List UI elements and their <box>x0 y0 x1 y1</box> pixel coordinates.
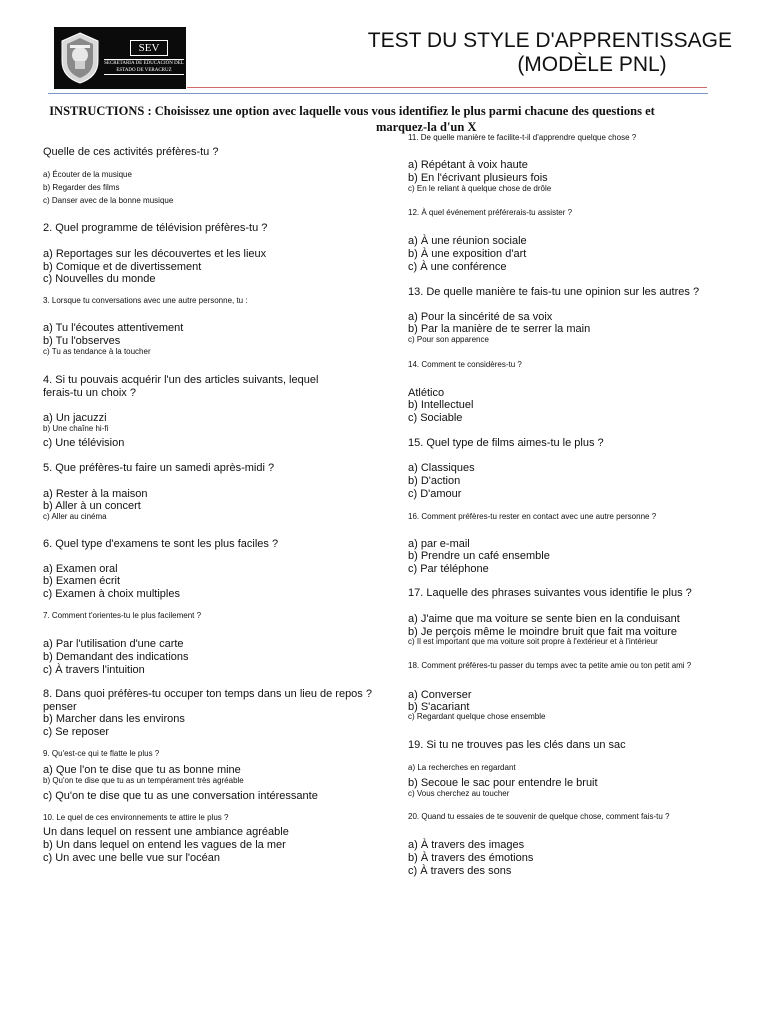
text-line: c) Sociable <box>408 412 463 424</box>
text-line: a) Par l'utilisation d'une carte <box>43 638 184 650</box>
text-line: b) Regarder des films <box>43 183 120 192</box>
text-line: a) Que l'on te dise que tu as bonne mine <box>43 764 241 776</box>
question-text: 15. Quel type de films aimes-tu le plus ? <box>408 437 604 449</box>
text-line: b) Prendre un café ensemble <box>408 550 550 562</box>
instructions-line-1: INSTRUCTIONS : Choisissez une option avec laquelle vous vous identifiez le plus parmi chacune des questions et <box>49 104 655 118</box>
text-line: a) Tu l'écoutes attentivement <box>43 322 184 334</box>
text-line: c) À une conférence <box>408 261 507 273</box>
text-line: a) Pour la sincérité de sa voix <box>408 311 553 323</box>
text-line: b) Un dans lequel on entend les vagues de la mer <box>43 839 286 851</box>
question-text: 2. Quel programme de télévision préfères-tu ? <box>43 222 268 234</box>
text-line: b) À travers des émotions <box>408 852 534 864</box>
header-rule-red <box>187 87 707 88</box>
text-line: a) À une réunion sociale <box>408 235 527 247</box>
text-line: a) par e-mail <box>408 538 470 550</box>
text-line: 18. Comment préfères-tu passer du temps avec ta petite amie ou ton petit ami ? <box>408 661 692 670</box>
text-line: penser <box>43 701 77 713</box>
text-line: a) À travers des images <box>408 839 525 851</box>
text-line: c) Pour son apparence <box>408 335 489 344</box>
logo-subtitle: SECRETARÍA DE EDUCACIÓN DEL ESTADO DE VERACRUZ <box>104 61 184 73</box>
text-line: c) Tu as tendance à la toucher <box>43 347 151 356</box>
text-line: a) Répétant à voix haute <box>408 159 528 171</box>
logo-badge: SEV <box>130 40 168 56</box>
state-seal-icon <box>58 31 102 85</box>
text-line: a) Un jacuzzi <box>43 412 107 424</box>
text-line: c) À travers des sons <box>408 865 512 877</box>
title-line-2: (MODÈLE PNL) <box>517 53 667 76</box>
text-line: Un dans lequel on ressent une ambiance agréable <box>43 826 289 838</box>
text-line: a) Converser <box>408 689 472 701</box>
text-line: ferais-tu un choix ? <box>43 387 136 399</box>
text-line: c) Vous cherchez au toucher <box>408 789 510 798</box>
question-text: 19. Si tu ne trouves pas les clés dans un sac <box>408 739 626 751</box>
text-line: 9. Qu'est-ce qui te flatte le plus ? <box>43 749 160 758</box>
sev-logo <box>54 27 186 89</box>
text-line: a) Écouter de la musique <box>43 170 132 179</box>
text-line: c) Regardant quelque chose ensemble <box>408 712 546 721</box>
text-line: c) Il est important que ma voiture soit propre à l'extérieur et à l'intérieur <box>408 637 658 646</box>
text-line: a) J'aime que ma voiture se sente bien en la conduisant <box>408 613 680 625</box>
question-text: 8. Dans quoi préfères-tu occuper ton temps dans un lieu de repos ? <box>43 688 372 700</box>
question-text: 13. De quelle manière te fais-tu une opinion sur les autres ? <box>408 286 700 298</box>
instructions-line-2: marquez-la d'un X <box>376 120 477 134</box>
instructions <box>48 103 656 135</box>
text-line: c) Se reposer <box>43 726 110 738</box>
question-text: 5. Que préfères-tu faire un samedi après-midi ? <box>43 462 275 474</box>
text-line: c) En le reliant à quelque chose de drôle <box>408 184 552 193</box>
text-line: c) Aller au cinéma <box>43 512 107 521</box>
text-line: b) Par la manière de te serrer la main <box>408 323 591 335</box>
text-line: c) Danser avec de la bonne musique <box>43 196 174 205</box>
text-line: b) Demandant des indications <box>43 651 189 663</box>
text-line: b) S'acariant <box>408 701 470 713</box>
text-line: b) Je perçois même le moindre bruit que fait ma voiture <box>408 626 678 638</box>
text-line: b) Intellectuel <box>408 399 474 411</box>
text-line: c) Qu'on te dise que tu as une conversation intéressante <box>43 790 318 802</box>
text-line: Atlético <box>408 387 445 399</box>
text-line: Quelle de ces activités préfères-tu ? <box>43 146 219 158</box>
text-line: c) À travers l'intuition <box>43 664 145 676</box>
text-line: 14. Comment te considères-tu ? <box>408 360 522 369</box>
question-text: 6. Quel type d'examens te sont les plus faciles ? <box>43 538 279 550</box>
text-line: 10. Le quel de ces environnements te attire le plus ? <box>43 813 229 822</box>
text-line: b) En l'écrivant plusieurs fois <box>408 172 548 184</box>
text-line: a) Rester à la maison <box>43 488 148 500</box>
text-line: 16. Comment préfères-tu rester en contact avec une autre personne ? <box>408 512 657 521</box>
text-line: b) Comique et de divertissement <box>43 261 202 273</box>
text-line: a) La recherches en regardant <box>408 763 516 772</box>
text-line: 11. De quelle manière te facilite-t-il d'apprendre quelque chose ? <box>408 133 637 142</box>
text-line: b) Aller à un concert <box>43 500 141 512</box>
text-line: a) Reportages sur les découvertes et les lieux <box>43 248 267 260</box>
text-line: b) Secoue le sac pour entendre le bruit <box>408 777 598 789</box>
text-line: 3. Lorsque tu conversations avec une autre personne, tu : <box>43 296 248 305</box>
text-line: b) Marcher dans les environs <box>43 713 185 725</box>
text-line: c) D'amour <box>408 488 462 500</box>
text-line: b) Tu l'observes <box>43 335 121 347</box>
title-line-1: TEST DU STYLE D'APPRENTISSAGE <box>367 29 732 52</box>
text-line: c) Examen à choix multiples <box>43 588 180 600</box>
text-line: b) Qu'on te dise que tu as un tempérament très agréable <box>43 776 244 785</box>
text-line: c) Une télévision <box>43 437 125 449</box>
text-line: c) Par téléphone <box>408 563 489 575</box>
text-line: 12. À quel événement préférerais-tu assister ? <box>408 208 573 217</box>
header-rule-blue <box>48 93 708 94</box>
text-line: 20. Quand tu essaies de te souvenir de quelque chose, comment fais-tu ? <box>408 812 670 821</box>
text-line: b) Examen écrit <box>43 575 121 587</box>
question-text: 17. Laquelle des phrases suivantes vous identifie le plus ? <box>408 587 692 599</box>
text-line: a) Examen oral <box>43 563 118 575</box>
text-line: c) Un avec une belle vue sur l'océan <box>43 852 220 864</box>
text-line: b) Une chaîne hi-fi <box>43 424 109 433</box>
text-line: b) À une exposition d'art <box>408 248 527 260</box>
text-line: b) D'action <box>408 475 461 487</box>
text-line: c) Nouvelles du monde <box>43 273 156 285</box>
text-line: a) Classiques <box>408 462 475 474</box>
text-line: 7. Comment t'orientes-tu le plus facilement ? <box>43 611 202 620</box>
page-title <box>312 29 732 77</box>
question-text: 4. Si tu pouvais acquérir l'un des articles suivants, lequel <box>43 374 319 386</box>
